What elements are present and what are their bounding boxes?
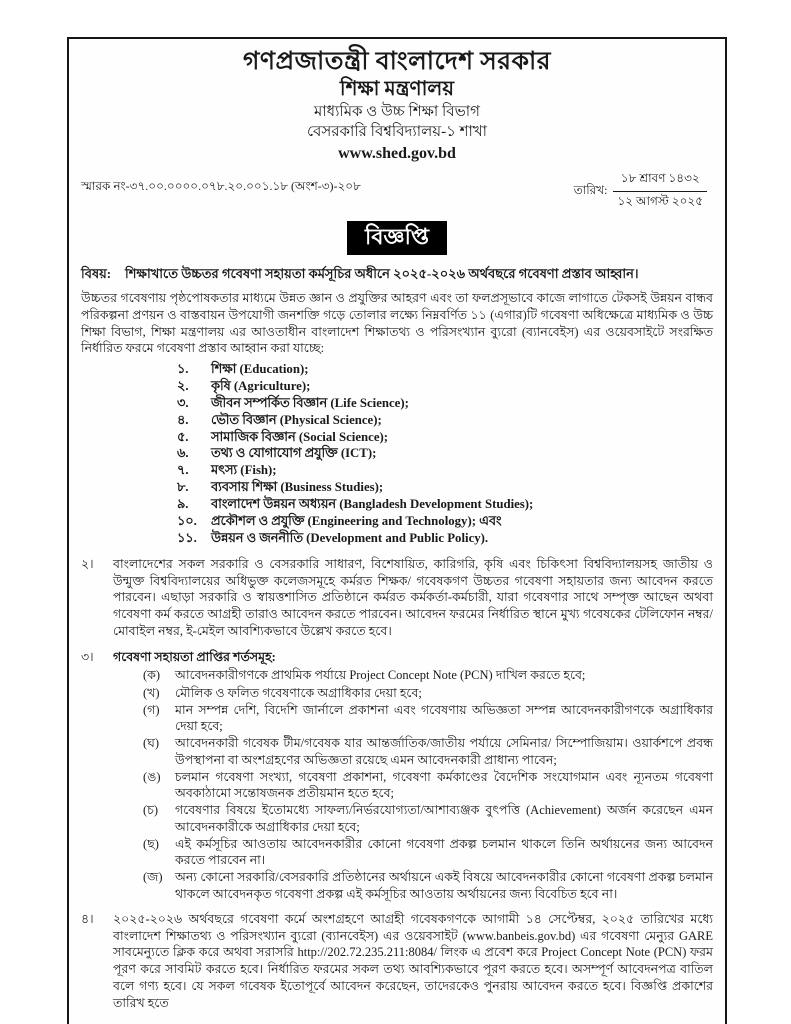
area-label: মৎস্য (Fish);: [211, 463, 277, 478]
condition-item: [143, 869, 713, 902]
area-label: শিক্ষা (Education);: [211, 362, 309, 377]
area-number: ৭.: [177, 463, 189, 478]
research-area-item: [177, 361, 713, 378]
condition-text: অন্য কোনো সরকারি/বেসরকারি প্রতিষ্ঠানের অর্থায়নে একই বিষয়ে আবেদনকারীর কোনো গবেষণা প্রকল্প চলমান থাকলে আবেদনকৃত গবেষণা প্রকল্প এই কর্মসূচির আওতায় অর্থায়নের জন্য বিবেচিত হবে না।: [175, 870, 713, 901]
area-number: ৪.: [177, 412, 189, 427]
area-label: বাংলাদেশ উন্নয়ন অধ্যয়ন (Bangladesh Development Studies);: [211, 497, 534, 512]
research-area-item: [177, 429, 713, 446]
intro-paragraph: উচ্চতর গবেষণায় পৃষ্ঠপোষকতার মাধ্যমে উন্নত জ্ঞান ও প্রযুক্তির আহরণ এবং তা ফলপ্রসূভাবে কাজে লাগাতে টেকসই উন্নয়ন বান্ধব পরিকল্পনা প্রণয়ন ও বাস্তবায়ন উপযোগী জনশক্তি গড়ে তোলার লক্ষ্যে নিম্নবর্ণিত ১১ (এগার)টি গবেষণা অধিক্ষেত্রে মাধ্যমিক ও উচ্চ শিক্ষা বিভাগ, শিক্ষা মন্ত্রণালয় এর আওতাধীন বাংলাদেশ শিক্ষাতথ্য ও পরিসংখ্যান ব্যুরো (ব্যানবেইস) এর ওয়েবসাইটে সংরক্ষিত নির্ধারিত ফরমে গবেষণা প্রস্তাব আহ্বান করা যাচ্ছে:: [81, 291, 713, 356]
conditions-list: [143, 667, 713, 902]
research-area-item: [177, 412, 713, 429]
website-url: www.shed.gov.bd: [338, 144, 456, 162]
research-area-item: [177, 479, 713, 496]
condition-text: আবেদনকারীগণকে প্রাথমিক পর্যায়ে Project Concept Note (PCN) দাখিল করতে হবে;: [175, 668, 586, 683]
research-area-list: [177, 361, 713, 547]
area-number: ২.: [177, 378, 189, 393]
condition-item: [143, 667, 713, 683]
subject-line: [81, 265, 713, 283]
date-block: [574, 170, 707, 213]
area-number: ৮.: [177, 480, 189, 495]
area-label: জীবন সম্পর্কিত বিজ্ঞান (Life Science);: [211, 395, 409, 410]
date-fraction: [613, 170, 707, 213]
area-label: ভৌত বিজ্ঞান (Physical Science);: [211, 412, 382, 427]
document-border-frame: [67, 37, 727, 1024]
condition-item: [143, 685, 713, 701]
area-label: কৃষি (Agriculture);: [211, 378, 311, 393]
condition-text: গবেষণার বিষয়ে ইতোমধ্যে সাফল্য/নির্ভরযোগ্যতা/আশাব্যঞ্জক বুৎপত্তি (Achievement) অর্জন করেছেন এমন আবেদনকারীকে অগ্রাধিকার দেয়া হবে;: [175, 803, 713, 834]
research-area-item: [177, 530, 713, 547]
area-label: তথ্য ও যোগাযোগ প্রযুক্তি (ICT);: [211, 446, 377, 461]
area-number: ১০.: [177, 514, 197, 529]
condition-item: [143, 702, 713, 735]
area-number: ৬.: [177, 446, 189, 461]
date-gregorian: ১২ আগস্ট ২০২৫: [617, 194, 703, 209]
area-label: সামাজিক বিজ্ঞান (Social Science);: [211, 429, 389, 444]
area-number: ৩.: [177, 395, 189, 410]
condition-text: চলমান গবেষণা সংখ্যা, গবেষণা প্রকাশনা, গবেষণা কর্মকাণ্ডের বৈদেশিক সংযোগমান এবং ন্যূনতম গবেষণা অবকাঠামো সন্তোষজনক প্রতীয়মান হতে হবে;: [175, 769, 713, 801]
document-header: [81, 47, 713, 164]
area-number: ৫.: [177, 429, 189, 444]
subject-label: বিষয়:: [81, 266, 112, 282]
condition-label: (চ): [143, 803, 159, 818]
date-label: তারিখ:: [573, 182, 608, 197]
condition-text: এই কর্মসূচির আওতায় আবেদনকারীর কোনো গবেষণা প্রকল্প চলমান থাকলে তিনি অর্থায়নের জন্য আবেদন করতে পারবেন না।: [175, 836, 713, 868]
condition-item: [143, 735, 713, 768]
area-number: ১১.: [177, 530, 197, 545]
condition-item: [143, 769, 713, 802]
condition-text: আবেদনকারী গবেষক টীম/গবেষক যার আন্তর্জাতিক/জাতীয় পর্যায়ে সেমিনার/ সিম্পোজিয়াম। ওয়ার্কশপে প্রবন্ধ উপস্থাপনা বা অংশগ্রহণের অভিজ্ঞতা রয়েছে এমন আবেদনকারী প্রাধান্য পাবেন;: [175, 736, 713, 767]
notice-badge: বিজ্ঞপ্তি: [347, 221, 447, 255]
condition-label: (ঘ): [143, 736, 160, 751]
subject-text: শিক্ষাখাতে উচ্চতর গবেষণা সহায়তা কর্মসূচির অধীনে ২০২৫-২০২৬ অর্থবছরে গবেষণা প্রস্তাব আহ্বান।: [125, 266, 639, 282]
research-area-item: [177, 513, 713, 530]
research-area-item: [177, 462, 713, 479]
section-3: [81, 649, 713, 902]
condition-label: (ছ): [143, 836, 159, 851]
research-area-item: [177, 395, 713, 412]
section-2: [81, 556, 713, 640]
section-4: [81, 911, 713, 1012]
area-number: ১.: [177, 362, 189, 377]
branch-title: বেসরকারি বিশ্ববিদ্যালয়-১ শাখা: [306, 124, 488, 141]
section-3-title: গবেষণা সহায়তা প্রাপ্তির শর্তসমূহ:: [113, 649, 276, 664]
government-title: গণপ্রজাতন্ত্রী বাংলাদেশ সরকার: [242, 48, 552, 75]
condition-label: (গ): [143, 702, 160, 717]
condition-item: [143, 802, 713, 835]
area-label: প্রকৌশল ও প্রযুক্তি (Engineering and Technology); এবং: [211, 514, 502, 529]
memo-row: [81, 170, 713, 213]
memo-number: স্মারক নং-৩৭.০০.০০০০.০৭৮.২০.০০১.১৮ (অংশ-৩)-২০৮: [81, 179, 361, 194]
date-bangla: ১৮ শ্রাবণ ১৪৩২: [613, 170, 707, 192]
section-text: বাংলাদেশের সকল সরকারি ও বেসরকারি সাধারণ, বিশেষায়িত, কারিগরি, কৃষি এবং চিকিৎসা বিশ্ববিদ্যালয়সহ জাতীয় ও উন্মুক্ত বিশ্ববিদ্যালয়ের অধিভুক্ত কলেজসমূহে কর্মরত শিক্ষক/ গবেষকগণ উচ্চতর গবেষণা সহায়তার জন্য আবেদন করতে পারবেন। এছাড়া সরকারি ও স্বায়ত্তশাসিত প্রতিষ্ঠানে কর্মরত কর্মকর্তা-কর্মচারী, যারা গবেষণার সাথে সম্পৃক্ত আছেন অথবা গবেষণা কর্ম করতে আগ্রহী তারাও আবেদন করতে পারবেন। আবেদন ফরমের নির্ধারিত স্থানে মুখ্য গবেষকের টেলিফোন নম্বর/ মোবাইল নম্বর, ই-মেইল আবশ্যিকভাবে উল্লেখ করতে হবে।: [113, 556, 713, 638]
condition-label: (জ): [143, 870, 163, 885]
condition-label: (খ): [143, 685, 160, 700]
notice-badge-wrap: [81, 221, 713, 255]
section-number: ৩।: [81, 649, 94, 664]
condition-item: [143, 836, 713, 869]
division-title: মাধ্যমিক ও উচ্চ শিক্ষা বিভাগ: [314, 104, 480, 120]
research-area-item: [177, 496, 713, 513]
condition-text: মান সম্পন্ন দেশি, বিদেশি জার্নালে প্রকাশনা এবং গবেষণায় অভিজ্ঞতা সম্পন্ন আবেদনকারীগণকে অগ্রাধিকার দেয়া হবে;: [175, 702, 713, 734]
ministry-title: শিক্ষা মন্ত্রণালয়: [339, 78, 455, 100]
section-number: ৪।: [81, 911, 94, 926]
section-number: ২।: [81, 556, 94, 571]
condition-text: মৌলিক ও ফলিত গবেষণাকে অগ্রাধিকার দেয়া হবে;: [175, 685, 422, 700]
section-text: ২০২৫-২০২৬ অর্থবছরে গবেষণা কর্মে অংশগ্রহণে আগ্রহী গবেষকগণকে আগামী ১৪ সেপ্টেম্বর, ২০২৫ তারিখের মধ্যে বাংলাদেশ শিক্ষাতথ্য ও পরিসংখ্যান ব্যুরো (ব্যানবেইস) এর ওয়েবসাইট (www.banbeis.gov.bd) এর গবেষণা মেন্যুর GARE সাবমেন্যুতে ক্লিক করে অথবা সরাসরি http://202.72.235.211:8084/ লিংক এ প্রবেশ করে Project Concept Note (PCN) ফরম পূরণ করে সাবমিট করতে হবে। নির্ধারিত ফরমের সকল তথ্য আবশ্যিকভাবে পূরণ করতে হবে। অসম্পূর্ণ আবেদনপত্র বাতিল বলে গণ্য হবে। যে সকল গবেষক ইতোপূর্বে আবেদন করেছেন, তাদেরকেও পুনরায় আবেদন করতে হবে। বিজ্ঞপ্তি প্রকাশের তারিখ হতে: [113, 911, 713, 1010]
condition-label: (ঙ): [143, 769, 161, 784]
research-area-item: [177, 378, 713, 395]
area-label: উন্নয়ন ও জননীতি (Development and Public Policy).: [211, 530, 489, 545]
area-label: ব্যবসায় শিক্ষা (Business Studies);: [211, 480, 384, 495]
research-area-item: [177, 445, 713, 462]
condition-label: (ক): [143, 668, 161, 683]
area-number: ৯.: [177, 497, 189, 512]
